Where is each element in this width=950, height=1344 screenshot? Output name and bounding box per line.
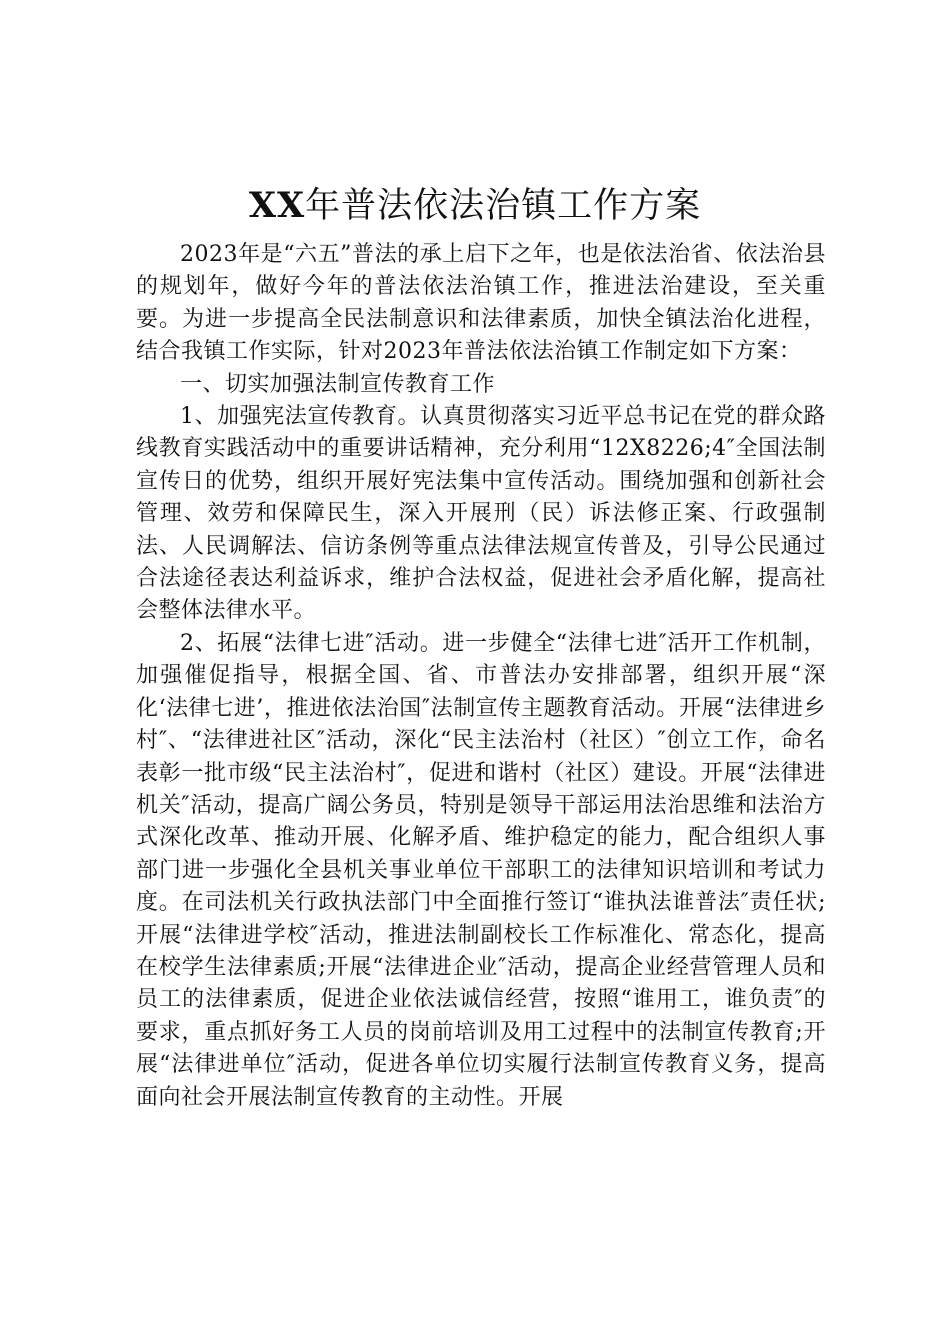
paragraph-intro: 2023年是“六五”普法的承上启下之年，也是依法治省、依法治县的规划年，做好今年的普法依法治镇工作，推进法治建设，至关重要。为进一步提高全民法制意识和法律素质，加快全镇法治化进程，结合我镇工作实际，针对2023年普法依法治镇工作制定如下方案：	[136, 242, 826, 365]
document-body	[136, 239, 826, 1114]
title-rest: 年普法依法治镇工作方案	[305, 186, 702, 226]
title-prefix: XX	[248, 185, 306, 226]
paragraph-item-2: 2、拓展“法律七进″活动。进一步健全“法律七进″活开工作机制，加强催促指导，根据全国、省、市普法办安排部署，组织开展“深化‘法律七进’，推进依法治国″法制宣传主题教育活动。开展“法律进乡村″、“法律进社区″活动，深化“民主法治村（社区）″创立工作，命名表彰一批市级“民主法治村″，促进和谐村（社区）建设。开展“法律进机关″活动，提高广阔公务员，特别是领导干部运用法治思维和法治方式深化改革、推动开展、化解矛盾、维护稳定的能力，配合组织人事部门进一步强化全县机关事业单位干部职工的法律知识培训和考试力度。在司法机关行政执法部门中全面推行签订“谁执法谁普法″责任状;开展“法律进学校″活动，推进法制副校长工作标准化、常态化，提高在校学生法律素质;开展“法律进企业″活动，提高企业经营管理人员和员工的法律素质，促进企业依法诚信经营，按照“谁用工，谁负责″的要求，重点抓好务工人员的岗前培训及用工过程中的法制宣传教育;开展“法律进单位″活动，促进各单位切实履行法制宣传教育义务，提高面向社会开展法制宣传教育的主动性。开展	[136, 630, 826, 1110]
document-title	[0, 182, 950, 230]
section-heading-1: 一、切实加强法制宣传教育工作	[180, 371, 496, 397]
paragraph-item-1: 1、加强宪法宣传教育。认真贯彻落实习近平总书记在党的群众路线教育实践活动中的重要讲话精神，充分利用“12X8226;4″全国法制宣传日的优势，组织开展好宪法集中宣传活动。围绕加强和创新社会管理、效劳和保障民生，深入开展刑（民）诉法修正案、行政强制法、人民调解法、信访条例等重点法律法规宣传普及，引导公民通过合法途径表达利益诉求，维护合法权益，促进社会矛盾化解，提高社会整体法律水平。	[136, 404, 826, 624]
